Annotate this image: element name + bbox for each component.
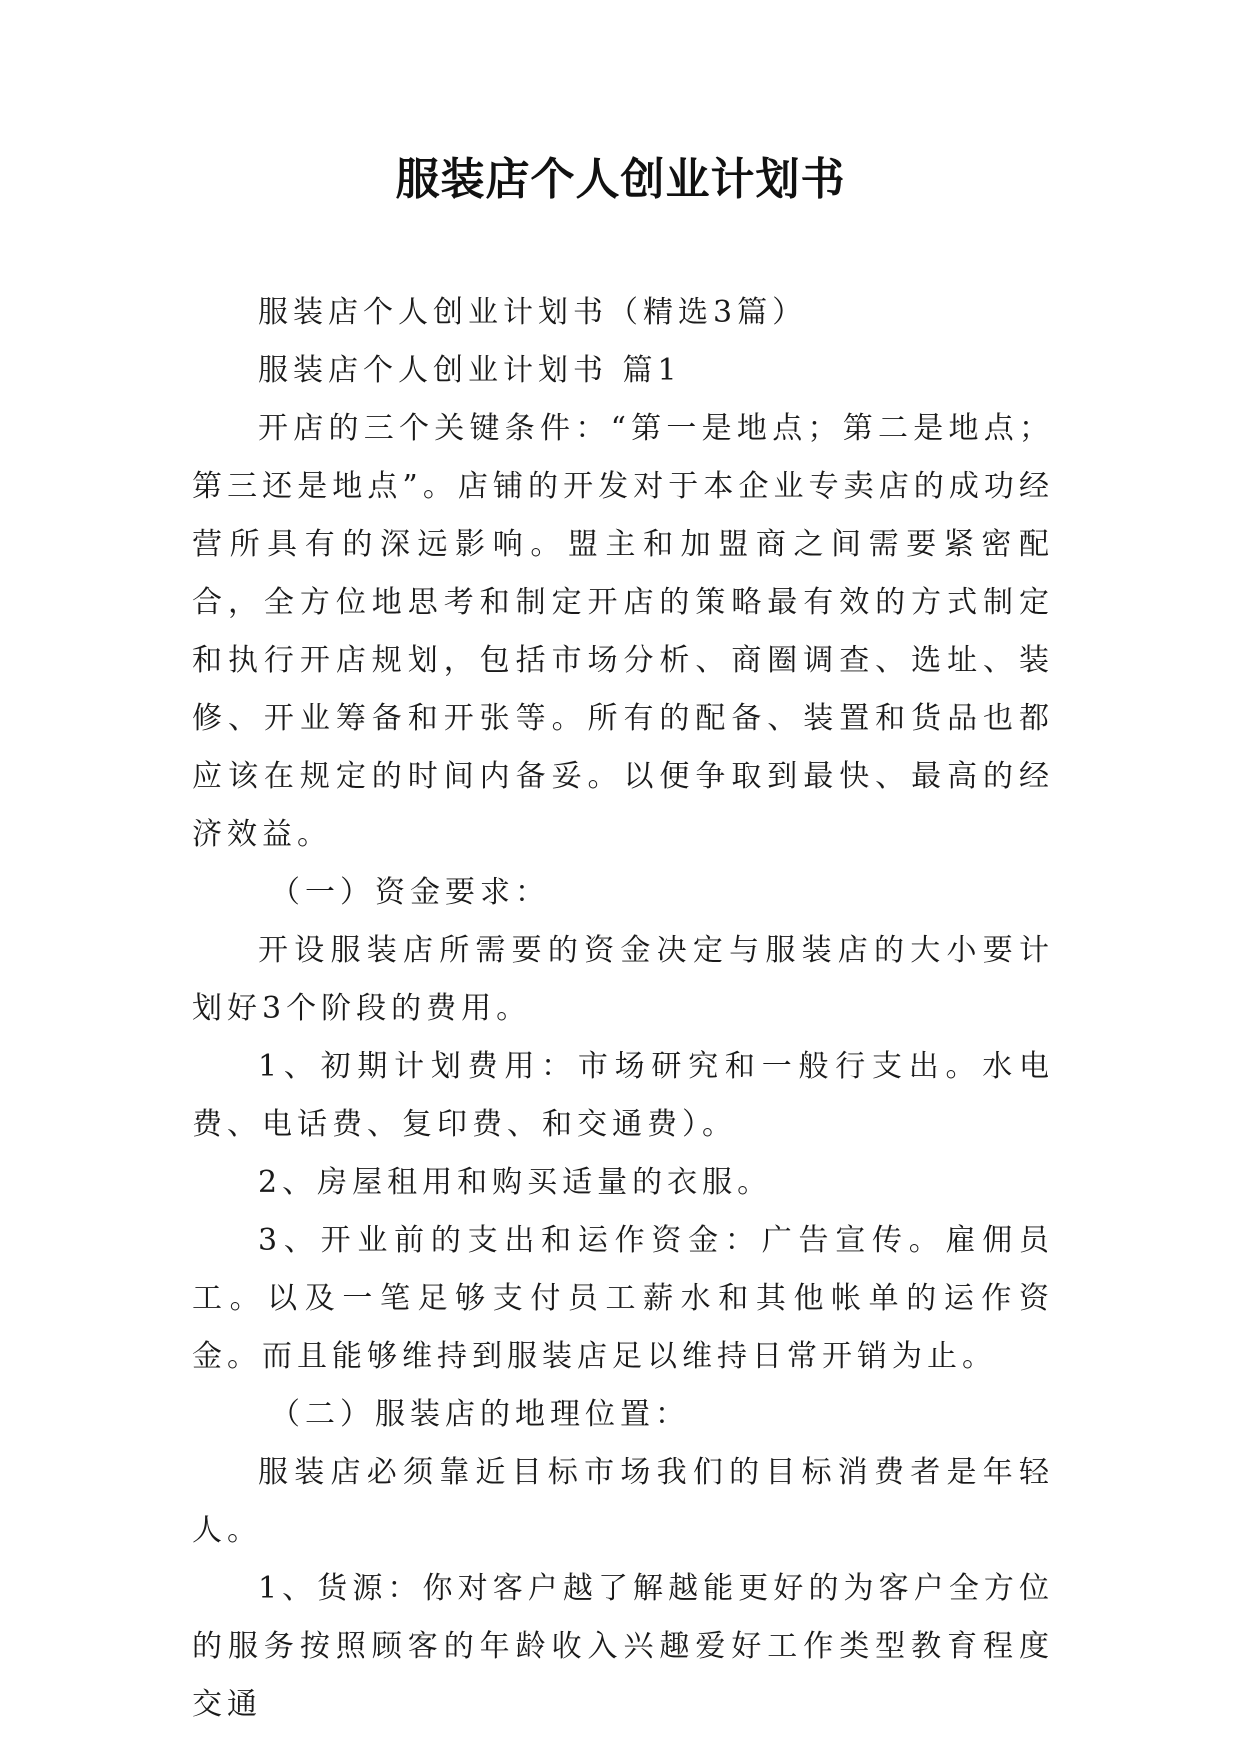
paragraph-heading-funding: （一）资金要求： bbox=[270, 875, 550, 910]
document-title: 服装店个人创业计划书 bbox=[395, 154, 846, 205]
paragraph-subtitle: 服装店个人创业计划书（精选3篇） bbox=[258, 295, 808, 330]
paragraph-section-heading: 服装店个人创业计划书 篇1 bbox=[258, 353, 682, 388]
paragraph-intro: 开店的三个关键条件：“第一是地点；第二是地点；第三还是地点”。店铺的开发对于本企业专卖店的成功经营所具有的深远影响。盟主和加盟商之间需要紧密配合，全方位地思考和制定开店的策略最有效的方式制定和执行开店规划，包括市场分析、商圈调查、选址、装修、开业筹备和开张等。所有的配备、装置和货品也都应该在规定的时间内备妥。以便争取到最快、最高的经济效益。 bbox=[192, 411, 1054, 852]
document-body bbox=[192, 284, 1054, 1734]
paragraph-item-2: 2、房屋租用和购买适量的衣服。 bbox=[258, 1165, 773, 1200]
paragraph-item-source: 1、货源：你对客户越了解越能更好的为客户全方位的服务按照顾客的年龄收入兴趣爱好工作类型教育程度交通 bbox=[192, 1571, 1054, 1722]
paragraph-item-3: 3、开业前的支出和运作资金：广告宣传。雇佣员工。以及一笔足够支付员工薪水和其他帐单的运作资金。而且能够维持到服装店足以维持日常开销为止。 bbox=[192, 1223, 1054, 1374]
paragraph-item-1: 1、初期计划费用：市场研究和一般行支出。水电费、电话费、复印费、和交通费）。 bbox=[192, 1049, 1054, 1142]
paragraph-funding: 开设服装店所需要的资金决定与服装店的大小要计划好3个阶段的费用。 bbox=[192, 933, 1054, 1026]
paragraph-heading-location: （二）服装店的地理位置： bbox=[270, 1397, 690, 1432]
paragraph-location: 服装店必须靠近目标市场我们的目标消费者是年轻人。 bbox=[192, 1455, 1054, 1548]
